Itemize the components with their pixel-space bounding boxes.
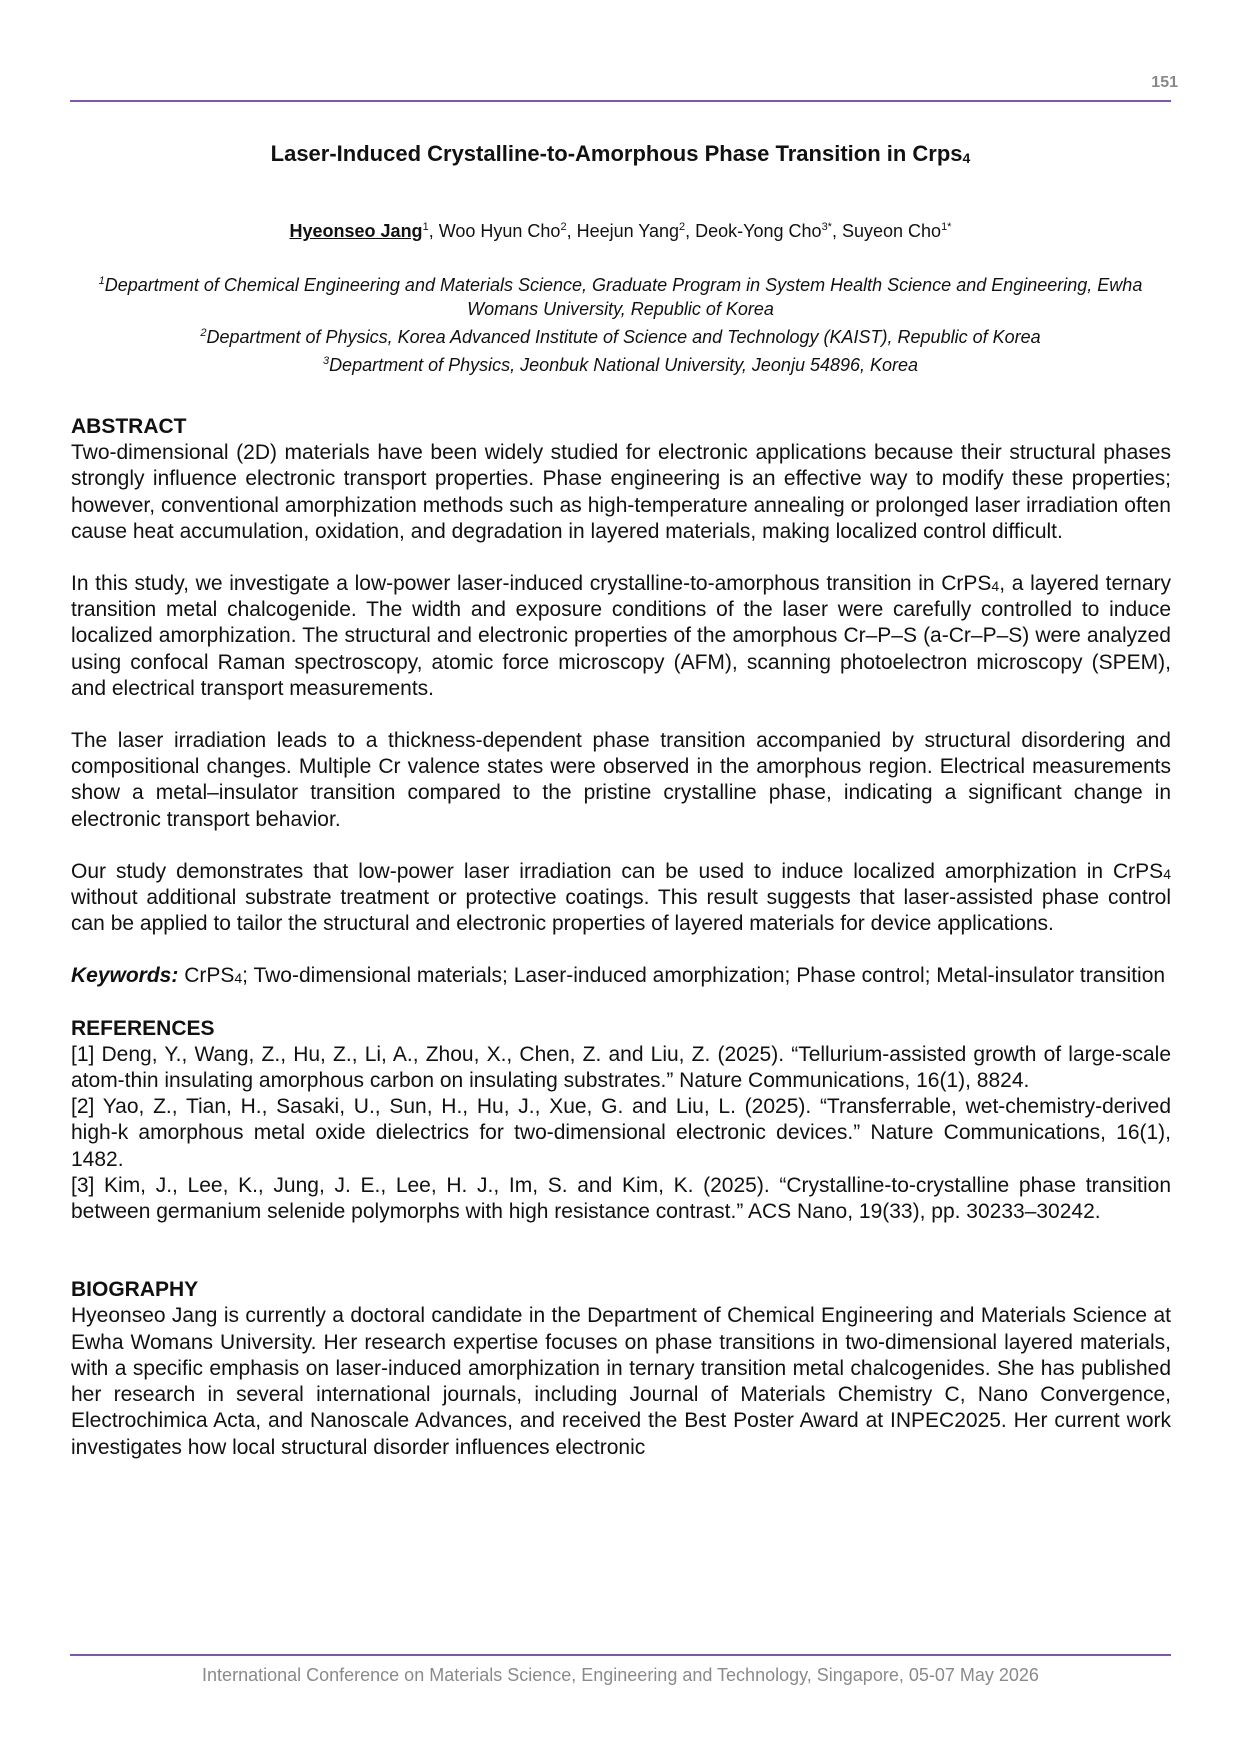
author-name: Suyeon Cho	[841, 221, 942, 241]
abstract-heading: ABSTRACT	[71, 415, 187, 438]
abstract-paragraph: The laser irradiation leads to a thickness-dependent phase transition accompanied by structural disordering and compositional changes. Multiple Cr valence states were observed in the amorphous region. Electrical measurements show a metal–insulator transition compared to the pristine crystalline phase, indicating a significant change in electronic transport behavior.	[71, 729, 1171, 831]
author-separator: ,	[831, 221, 842, 241]
author-name: Hyeonseo Jang	[289, 221, 423, 241]
author-name: Heejun Yang	[576, 221, 679, 241]
paragraph-gap	[71, 545, 1171, 571]
affiliation-mark: 3	[322, 355, 330, 367]
affiliation-mark: 1	[98, 275, 105, 287]
paper-body	[71, 414, 1171, 1461]
reference-item: [1] Deng, Y., Wang, Z., Hu, Z., Li, A., Zhou, X., Chen, Z. and Liu, Z. (2025). “Tellurium-assisted growth of large-scale atom-thin insulating amorphous carbon on insulating substrates.” Nature Communications, 16(1), 8824.	[71, 1042, 1171, 1093]
author-name: Deok-Yong Cho	[695, 221, 822, 241]
author-separator: ,	[685, 221, 696, 241]
formula-subscript: 4	[991, 578, 1000, 595]
paragraph-gap	[71, 702, 1171, 728]
conference-footer: International Conference on Materials Science, Engineering and Technology, Singapore, 05-07 May 2026	[202, 1665, 1039, 1685]
abstract-paragraph: Two-dimensional (2D) materials have been widely studied for electronic applications because their structural phases strongly influence electronic transport properties. Phase engineering is an effective way to modify these properties; however, conventional amorphization methods such as high-temperature annealing or prolonged laser irradiation often cause heat accumulation, oxidation, and degradation in layered materials, making localized control difficult.	[71, 441, 1171, 543]
paragraph-gap	[71, 990, 1171, 1016]
biography-text: Hyeonseo Jang is currently a doctoral candidate in the Department of Chemical Engineering and Materials Science at Ewha Womans University. Her research expertise focuses on phase transitions in two-dimensional layered materials, with a specific emphasis on laser-induced amorphization in ternary transition metal chalcogenides. She has published her research in several international journals, including Journal of Materials Chemistry C, Nano Convergence, Electrochimica Acta, and Nanoscale Advances, and received the Best Poster Award at INPEC2025. Her current work investigates how local structural disorder influences electronic	[71, 1304, 1171, 1459]
formula-subscript: 4	[234, 970, 243, 987]
references-heading: REFERENCES	[71, 1016, 215, 1040]
paragraph-gap	[71, 937, 1171, 963]
author-separator: ,	[428, 221, 439, 241]
author-affil-mark: 1*	[941, 221, 952, 233]
author-name: Woo Hyun Cho	[438, 221, 561, 241]
section-gap	[71, 1225, 1171, 1277]
affiliation	[90, 269, 1151, 321]
abstract-paragraph	[71, 571, 1171, 702]
reference-item: [3] Kim, J., Lee, K., Jung, J. E., Lee, H. J., Im, S. and Kim, K. (2025). “Crystalline-to-crystalline phase transition between germanium selenide polymorphs with high resistance contrast.” ACS Nano, 19(33), pp. 30233–30242.	[71, 1173, 1171, 1224]
page-number: 151	[1151, 74, 1178, 91]
reference-item: [2] Yao, Z., Tian, H., Sasaki, U., Sun, H., Hu, J., Xue, G. and Liu, L. (2025). “Transferrable, wet-chemistry-derived high-k amorphous metal oxide dielectrics for two-dimensional electronic devices.” Nature Communications, 16(1), 1482.	[71, 1095, 1171, 1171]
affiliation	[90, 349, 1151, 377]
abstract-paragraph	[71, 859, 1171, 938]
affiliation-text: Department of Chemical Engineering and Materials Science, Graduate Program in System Health Science and Engineering, Ewha Womans University, Republic of Korea	[104, 275, 1143, 319]
author-affil-mark: 2	[560, 221, 567, 233]
paragraph-gap	[71, 833, 1171, 859]
footer-rule	[70, 1654, 1171, 1656]
abstract-text: without additional substrate treatment or protective coatings. This result suggests that laser-assisted phase control can be applied to tailor the structural and electronic properties of layered materials for device applications.	[71, 886, 1171, 936]
header-rule	[70, 100, 1171, 102]
keywords-text: ; Two-dimensional materials; Laser-induced amorphization; Phase control; Metal-insulator transition	[242, 964, 1166, 988]
formula-subscript: 4	[1163, 865, 1171, 882]
keywords-label: Keywords:	[71, 964, 179, 988]
affiliation-text: Department of Physics, Korea Advanced Institute of Science and Technology (KAIST), Republic of Korea	[206, 327, 1041, 347]
author-list	[0, 221, 1241, 242]
author-separator: ,	[566, 221, 577, 241]
author-affil-mark: 3*	[821, 221, 832, 233]
keywords-text: CrPS	[178, 964, 235, 988]
abstract-text: , a layered ternary transition metal chalcogenide. The width and exposure conditions of the laser were carefully controlled to induce localized amorphization. The structural and electronic properties of the amorphous Cr–P–S (a-Cr–P–S) were analyzed using confocal Raman spectroscopy, atomic force microscopy (AFM), scanning photoelectron microscopy (SPEM), and electrical transport measurements.	[71, 572, 1171, 700]
author-affil-mark: 2	[679, 221, 686, 233]
affiliation-list	[90, 269, 1151, 377]
abstract-text: Our study demonstrates that low-power laser irradiation can be used to induce localized amorphization in CrPS	[71, 859, 1164, 883]
abstract-text: In this study, we investigate a low-power laser-induced crystalline-to-amorphous transition in CrPS	[71, 572, 992, 596]
affiliation-mark: 2	[200, 327, 207, 339]
affiliation	[90, 321, 1151, 349]
keywords	[71, 963, 1171, 989]
author-affil-mark: 1	[422, 221, 429, 233]
paper-title-text: Laser-Induced Crystalline-to-Amorphous Phase Transition in Crps	[270, 141, 963, 166]
paper-title	[0, 141, 1241, 167]
biography-heading: BIOGRAPHY	[71, 1278, 199, 1302]
affiliation-text: Department of Physics, Jeonbuk National University, Jeonju 54896, Korea	[329, 355, 919, 375]
paper-title-subscript: 4	[962, 150, 971, 166]
